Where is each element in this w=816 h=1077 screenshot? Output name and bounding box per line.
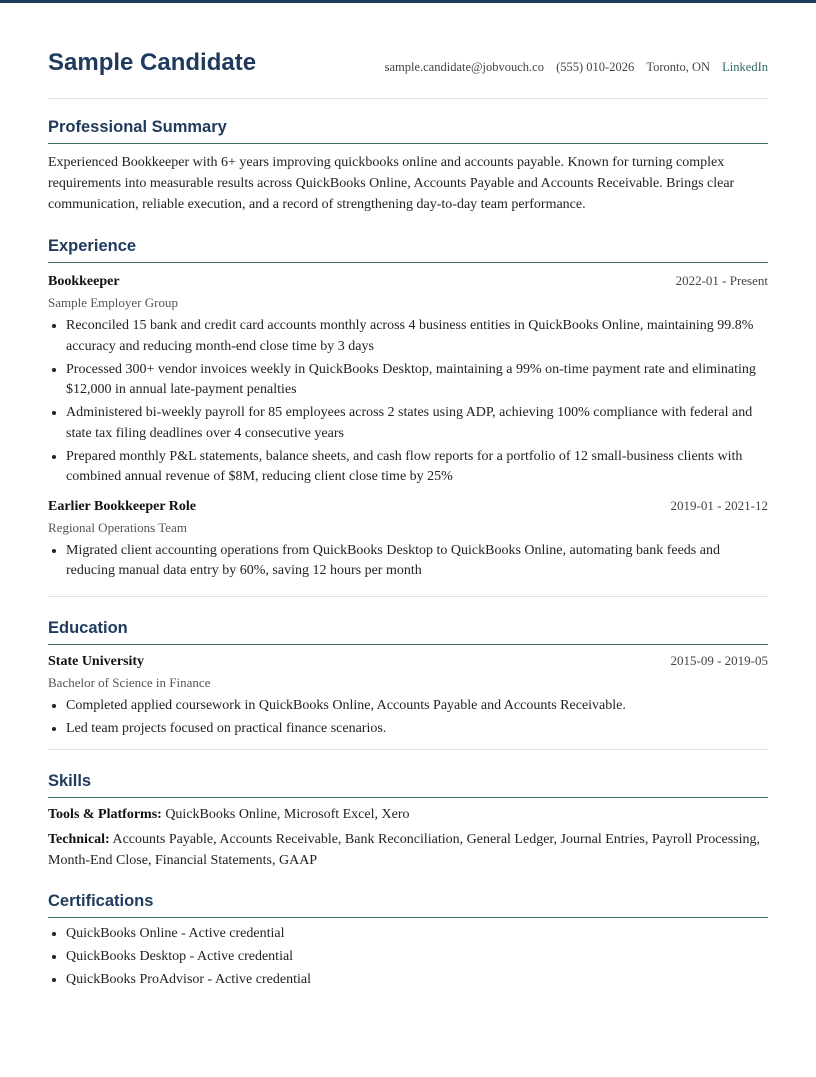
section-divider	[48, 749, 768, 750]
education-bullets	[48, 696, 768, 740]
school-name: State University	[48, 653, 145, 669]
linkedin-link[interactable]: LinkedIn	[722, 60, 768, 74]
education-dates: 2015-09 - 2019-05	[670, 652, 768, 668]
certifications-heading: Certifications	[48, 891, 768, 918]
skills-technical-label: Technical:	[48, 832, 110, 847]
job-entry	[48, 496, 768, 582]
list-item: • Reconciled 15 bank and credit card accounts monthly across 4 business entities in QuickBooks Online, maintaining 99.8% accuracy and reducing month-end close time by 3 days	[66, 316, 768, 357]
job-entry	[48, 271, 768, 488]
skills-tools-label: Tools & Platforms:	[48, 807, 162, 822]
education-section	[48, 618, 768, 740]
skills-technical	[48, 829, 768, 871]
job-employer: Sample Employer Group	[48, 295, 178, 310]
job-bullets	[48, 316, 768, 488]
skills-heading: Skills	[48, 771, 768, 798]
certifications-section	[48, 891, 768, 991]
job-bullets	[48, 541, 768, 582]
contact-phone: (555) 010-2026	[556, 60, 635, 74]
education-heading: Education	[48, 618, 768, 645]
list-item: • QuickBooks Online - Active credential	[66, 924, 768, 945]
job-title: Earlier Bookkeeper Role	[48, 498, 197, 514]
list-item: • Prepared monthly P&L statements, balance sheets, and cash flow reports for a portfolio of 12 small-business clients with combined annual revenue of $8M, reducing client close time by 25%	[66, 447, 768, 488]
list-item: • Led team projects focused on practical finance scenarios.	[66, 719, 768, 740]
job-employer: Regional Operations Team	[48, 519, 187, 535]
experience-heading: Experience	[48, 236, 768, 263]
summary-section	[48, 117, 768, 215]
list-item: • QuickBooks ProAdvisor - Active credential	[66, 970, 768, 991]
section-divider	[48, 596, 768, 597]
summary-heading: Professional Summary	[48, 117, 768, 144]
list-item: • QuickBooks Desktop - Active credential	[66, 947, 768, 968]
education-header	[48, 651, 768, 671]
skills-technical-value: Accounts Payable, Accounts Receivable, Bank Reconciliation, General Ledger, Journal Entries, Payroll Processing, Month-End Close, Financial Statements, GAAP	[48, 832, 760, 868]
contact-email[interactable]: sample.candidate@jobvouch.co	[384, 60, 544, 74]
contact-location: Toronto, ON	[646, 60, 711, 74]
experience-section	[48, 236, 768, 582]
resume-page	[48, 0, 768, 993]
job-header	[48, 271, 768, 291]
certifications-list	[48, 924, 768, 991]
list-item: • Processed 300+ vendor invoices weekly in QuickBooks Desktop, maintaining a 99% on-time payment rate and eliminating $12,000 in annual late-payment penalties	[66, 360, 768, 401]
contact-info	[376, 59, 768, 75]
job-dates: 2022-01 - Present	[675, 273, 768, 288]
resume-header	[48, 0, 768, 99]
skills-section	[48, 771, 768, 871]
skills-tools	[48, 804, 768, 825]
skills-tools-value: QuickBooks Online, Microsoft Excel, Xero	[165, 807, 410, 822]
job-dates: 2019-01 - 2021-12	[670, 497, 768, 513]
list-item: • Completed applied coursework in QuickBooks Online, Accounts Payable and Accounts Receivable.	[66, 696, 768, 717]
candidate-name: Sample Candidate	[48, 49, 257, 76]
degree: Bachelor of Science in Finance	[48, 674, 211, 690]
job-title: Bookkeeper	[48, 274, 120, 289]
education-entry	[48, 651, 768, 740]
list-item: • Administered bi-weekly payroll for 85 employees across 2 states using ADP, achieving 100% compliance with federal and state tax filing deadlines over 4 consecutive years	[66, 403, 768, 444]
job-header	[48, 496, 768, 516]
list-item: • Migrated client accounting operations from QuickBooks Desktop to QuickBooks Online, automating bank feeds and reducing manual data entry by 60%, saving 12 hours per month	[66, 541, 768, 582]
summary-text: Experienced Bookkeeper with 6+ years improving quickbooks online and accounts payable. Known for turning complex requirements into measurable results across QuickBooks Online, Accounts Payable and Accounts Receivable. Brings clear communication, reliable execution, and a record of strengthening day-to-day team performance.	[48, 155, 735, 212]
